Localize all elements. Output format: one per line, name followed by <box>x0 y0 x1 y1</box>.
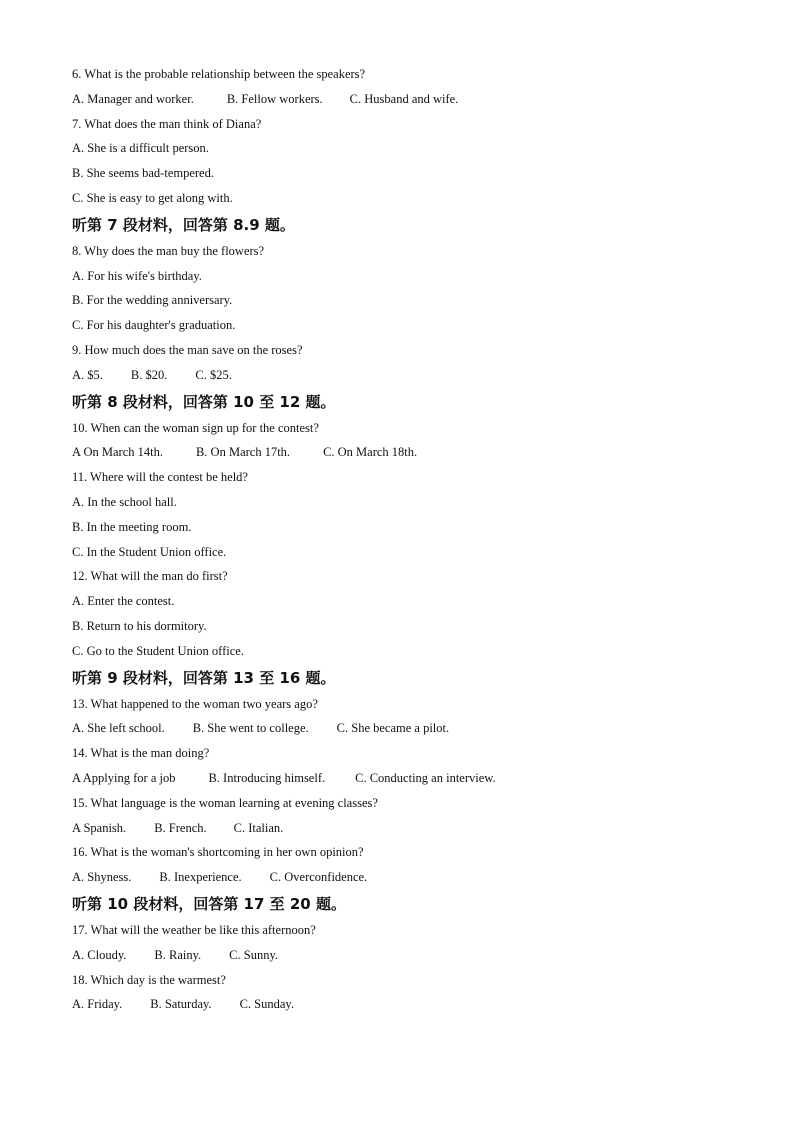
answer-option: C. Italian. <box>233 820 284 835</box>
answer-options-row <box>72 716 732 741</box>
question-line: A. For his wife's birthday. <box>72 268 202 283</box>
answer-option: C. Sunny. <box>229 947 279 962</box>
section-heading: 听第 10 段材料，回答第 17 至 20 题。 <box>72 894 346 913</box>
question-line: C. Go to the Student Union office. <box>72 643 244 658</box>
question-line: 7. What does the man think of Diana? <box>72 116 262 131</box>
section-heading: 听第 8 段材料，回答第 10 至 12 题。 <box>72 392 336 411</box>
answer-option: A. She left school. <box>72 721 165 736</box>
answer-options-row <box>72 865 732 890</box>
answer-option: C. Sunday. <box>239 997 294 1012</box>
answer-option: B. Introducing himself. <box>208 770 326 785</box>
answer-option: B. Fellow workers. <box>226 91 323 106</box>
answer-option: B. On March 17th. <box>195 445 291 460</box>
answer-option: B. French. <box>154 820 207 835</box>
answer-option: A. Manager and worker. <box>72 91 194 106</box>
question-line: 6. What is the probable relationship between the speakers? <box>72 67 366 81</box>
question-line: 12. What will the man do first? <box>72 569 228 584</box>
answer-option: C. Conducting an interview. <box>355 770 496 785</box>
question-line: C. In the Student Union office. <box>72 544 227 559</box>
answer-options-row <box>72 363 732 388</box>
question-line: A. In the school hall. <box>72 494 177 509</box>
question-line: 16. What is the woman's shortcoming in her own opinion? <box>72 845 364 860</box>
answer-option: B. She went to college. <box>192 721 309 736</box>
question-line: A. Enter the contest. <box>72 594 175 609</box>
question-line: B. In the meeting room. <box>72 519 192 534</box>
answer-options-row <box>72 440 732 465</box>
answer-option: A. Shyness. <box>72 870 132 885</box>
question-line: B. Return to his dormitory. <box>72 618 207 633</box>
question-line: B. She seems bad-tempered. <box>72 166 214 181</box>
answer-option: C. Overconfidence. <box>269 870 368 885</box>
answer-option: A. $5. <box>72 367 103 382</box>
answer-option: C. Husband and wife. <box>349 91 459 106</box>
answer-option: A. Friday. <box>72 997 123 1012</box>
answer-option: B. Inexperience. <box>159 870 242 885</box>
answer-option: C. She became a pilot. <box>336 721 450 736</box>
question-line: 13. What happened to the woman two years ago? <box>72 696 318 711</box>
question-line: 10. When can the woman sign up for the contest? <box>72 420 319 435</box>
document-page <box>72 62 732 1017</box>
answer-options-row <box>72 816 732 841</box>
answer-options-row <box>72 766 732 791</box>
answer-options-row <box>72 943 732 968</box>
question-line: 17. What will the weather be like this afternoon? <box>72 922 316 937</box>
question-line: 8. Why does the man buy the flowers? <box>72 243 265 258</box>
answer-option: A Spanish. <box>72 820 127 835</box>
question-line: 15. What language is the woman learning at evening classes? <box>72 795 378 810</box>
answer-options-row <box>72 87 732 112</box>
answer-option: A. Cloudy. <box>72 947 127 962</box>
answer-option: B. $20. <box>130 367 168 382</box>
question-line: 11. Where will the contest be held? <box>72 470 248 485</box>
answer-option: C. On March 18th. <box>323 445 418 460</box>
question-line: 9. How much does the man save on the roses? <box>72 342 303 357</box>
section-heading: 听第 9 段材料，回答第 13 至 16 题。 <box>72 668 336 687</box>
section-heading: 听第 7 段材料，回答第 8.9 题。 <box>72 215 295 234</box>
question-line: 14. What is the man doing? <box>72 746 210 761</box>
question-line: B. For the wedding anniversary. <box>72 293 233 308</box>
answer-options-row <box>72 992 732 1017</box>
answer-option: B. Saturday. <box>150 997 212 1012</box>
answer-option: A Applying for a job <box>72 770 176 785</box>
answer-option: B. Rainy. <box>154 947 202 962</box>
answer-option: C. $25. <box>195 367 232 382</box>
question-line: A. She is a difficult person. <box>72 141 209 156</box>
question-line: C. She is easy to get along with. <box>72 190 233 205</box>
question-line: 18. Which day is the warmest? <box>72 972 226 987</box>
answer-option: A On March 14th. <box>72 445 163 460</box>
question-line: C. For his daughter's graduation. <box>72 318 236 333</box>
